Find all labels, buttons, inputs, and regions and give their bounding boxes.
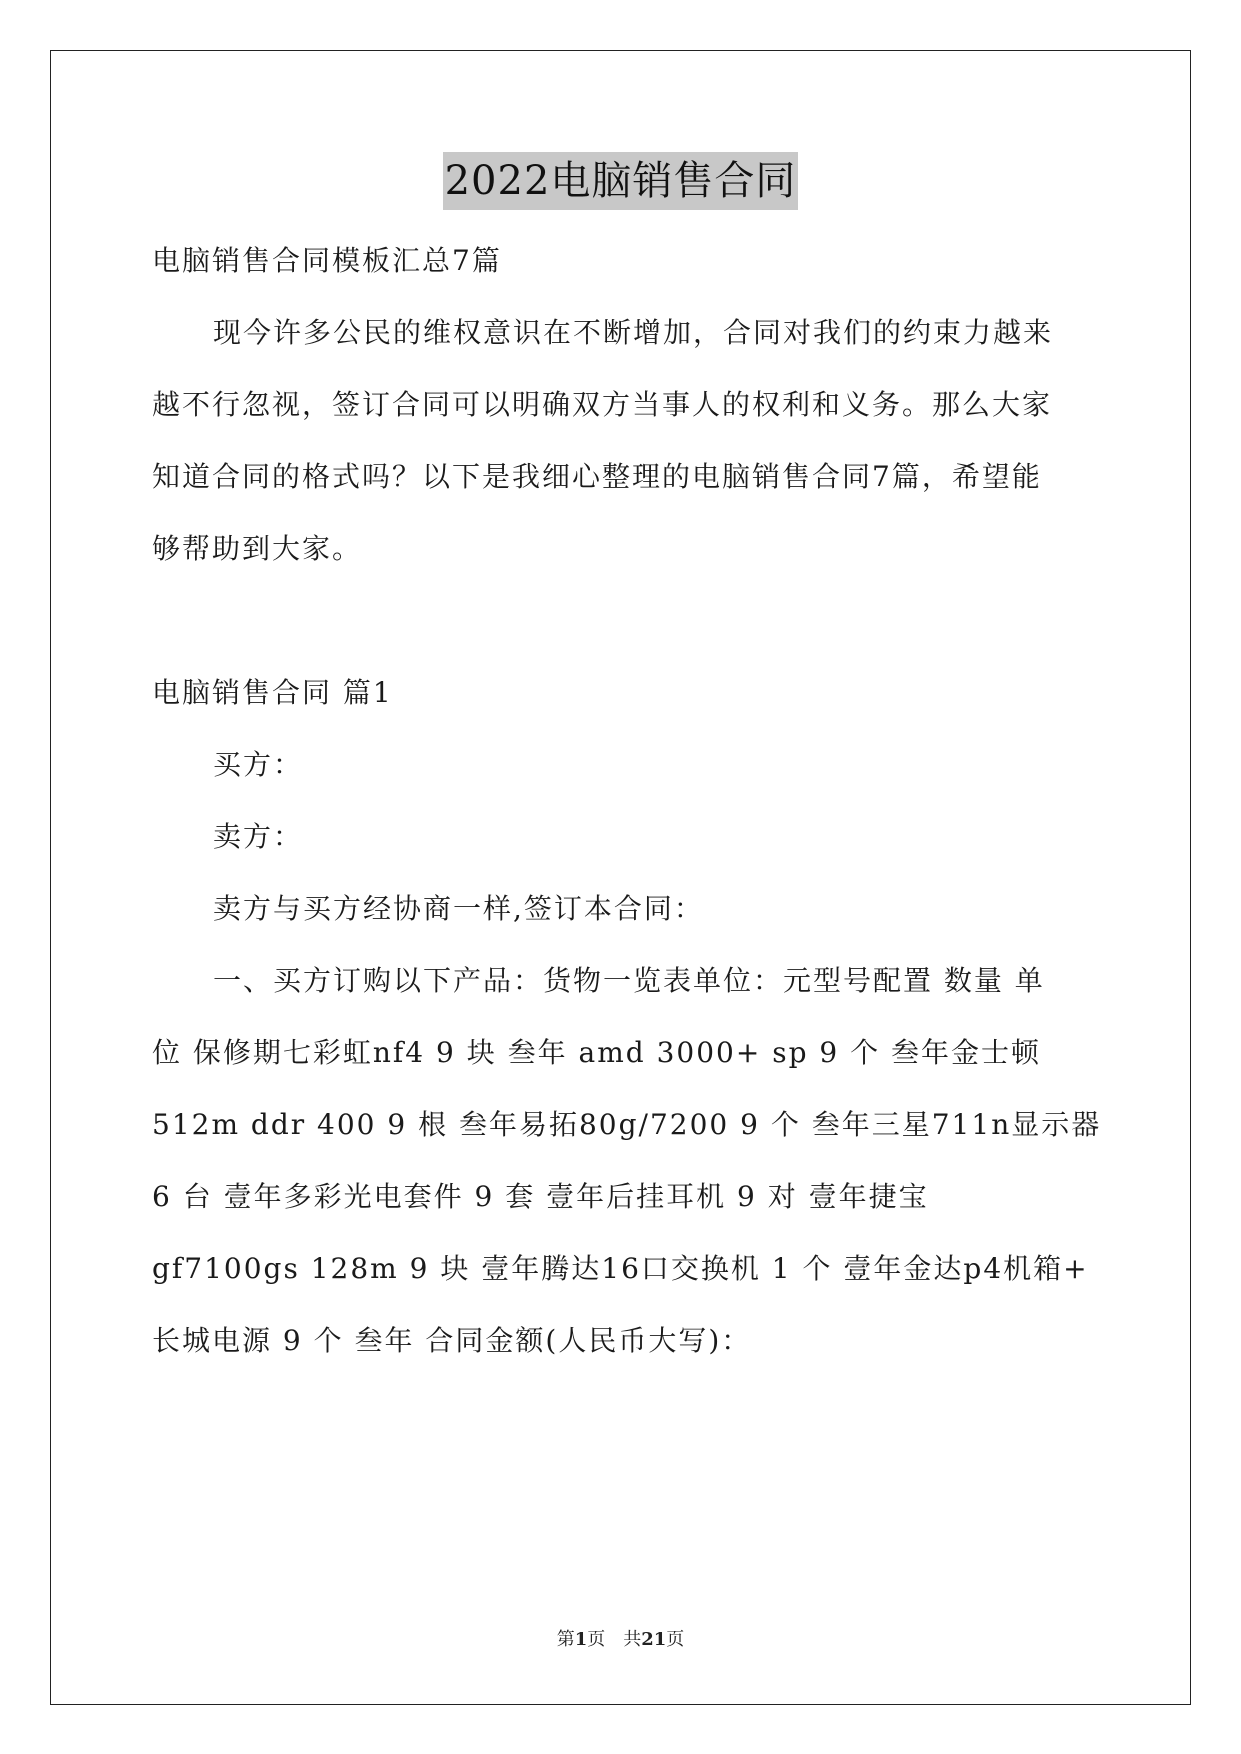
- footer-total-pages: 21: [641, 1629, 667, 1650]
- document-title: 2022电脑销售合同: [443, 152, 799, 210]
- section-heading: 电脑销售合同 篇1: [152, 676, 393, 709]
- clause-line: 一、买方订购以下产品：货物一览表单位：元型号配置 数量 单: [213, 964, 1045, 997]
- clause-line: 6 台 壹年多彩光电套件 9 套 壹年后挂耳机 9 对 壹年捷宝: [152, 1180, 929, 1213]
- document-subtitle: 电脑销售合同模板汇总7篇: [152, 244, 502, 277]
- seller-label: 卖方：: [213, 820, 304, 853]
- page-footer: [0, 1625, 1241, 1651]
- clause-line: 512m ddr 400 9 根 叁年易拓80g/7200 9 个 叁年三星711n显示器: [152, 1108, 1102, 1141]
- clause-line: gf7100gs 128m 9 块 壹年腾达16口交换机 1 个 壹年金达p4机箱+: [152, 1252, 1089, 1285]
- footer-prefix: 第: [556, 1629, 575, 1650]
- intro-line: 够帮助到大家。: [152, 532, 363, 565]
- clause-line: 位 保修期七彩虹nf4 9 块 叁年 amd 3000+ sp 9 个 叁年金士顿: [152, 1036, 1042, 1069]
- intro-line: 现今许多公民的维权意识在不断增加，合同对我们的约束力越来: [213, 316, 1054, 349]
- intro-line: 知道合同的格式吗？以下是我细心整理的电脑销售合同7篇，希望能: [152, 460, 1042, 493]
- footer-suffix: 页: [666, 1629, 685, 1650]
- footer-page-number: 1: [574, 1629, 588, 1650]
- clause-line: 长城电源 9 个 叁年 合同金额(人民币大写)：: [152, 1324, 752, 1357]
- footer-mid: 页 共: [587, 1629, 642, 1650]
- buyer-label: 买方：: [213, 748, 304, 781]
- page-border: [50, 50, 1191, 1705]
- intro-line: 越不行忽视，签订合同可以明确双方当事人的权利和义务。那么大家: [152, 388, 1053, 421]
- agreement-text: 卖方与买方经协商一样,签订本合同：: [213, 892, 704, 925]
- title-container: [0, 152, 1241, 210]
